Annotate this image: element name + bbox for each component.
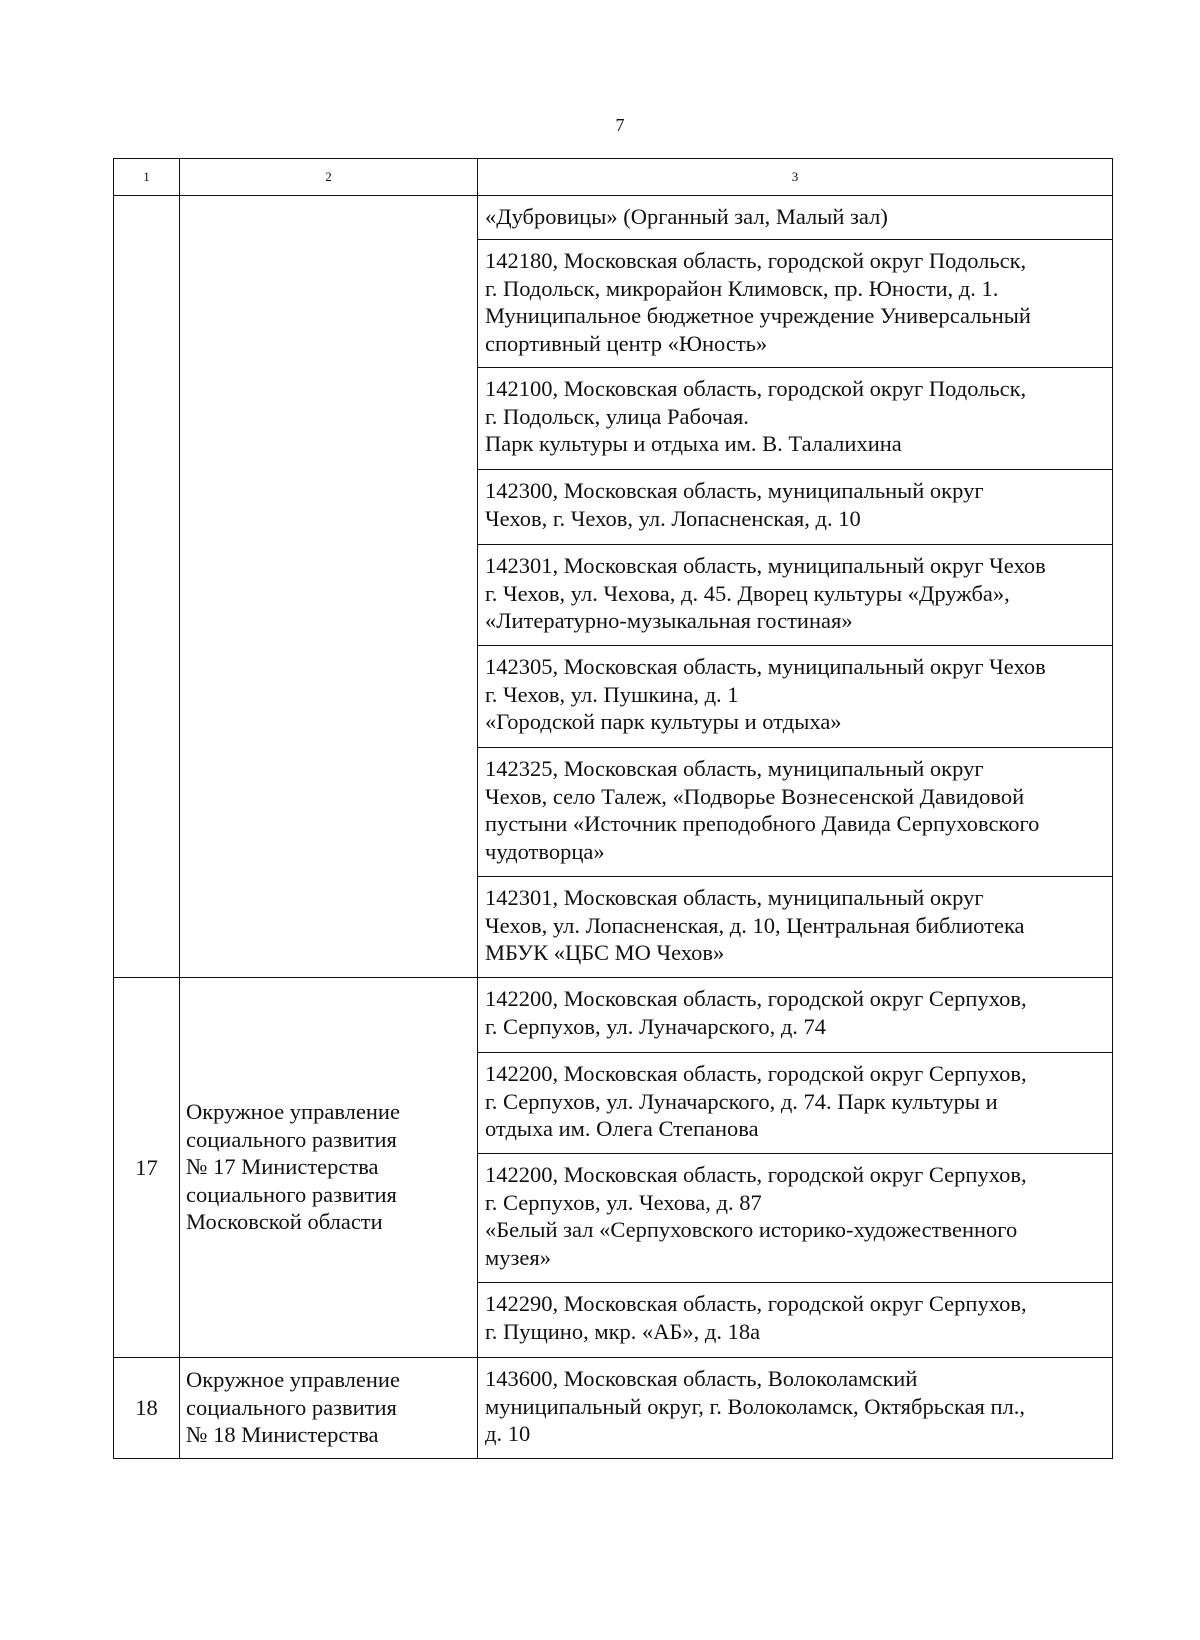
address-cell: 142200, Московская область, городской округ Серпухов, г. Серпухов, ул. Луначарского, д. 74 — [478, 978, 1113, 1053]
organization-cell — [180, 196, 478, 978]
address-cell: 142290, Московская область, городской округ Серпухов, г. Пущино, мкр. «АБ», д. 18а — [478, 1283, 1113, 1358]
page-number: 7 — [615, 115, 625, 135]
address-cell: «Дубровицы» (Органный зал, Малый зал) — [478, 196, 1113, 240]
address-cell: 142180, Московская область, городской округ Подольск, г. Подольск, микрорайон Климовск, пр. Юности, д. 1. Муниципальное бюджетное учреждение Универсальный спортивный центр «Юность» — [478, 240, 1113, 368]
document-table — [113, 158, 1113, 1459]
address-cell: 142200, Московская область, городской округ Серпухов, г. Серпухов, ул. Чехова, д. 87 «Белый зал «Серпуховского историко-художественного музея» — [478, 1154, 1113, 1283]
row-number — [114, 196, 180, 978]
header-col-1: 1 — [114, 159, 180, 196]
address-cell: 142300, Московская область, муниципальный округ Чехов, г. Чехов, ул. Лопасненская, д. 10 — [478, 470, 1113, 545]
address-cell: 142301, Московская область, муниципальный округ Чехов г. Чехов, ул. Чехова, д. 45. Дворец культуры «Дружба», «Литературно-музыкальная гостиная» — [478, 545, 1113, 646]
address-cell: 142305, Московская область, муниципальный округ Чехов г. Чехов, ул. Пушкина, д. 1 «Городской парк культуры и отдыха» — [478, 646, 1113, 748]
row-number: 17 — [114, 978, 180, 1358]
header-col-3: 3 — [478, 159, 1113, 196]
header-row — [114, 159, 1113, 196]
table-row — [114, 978, 1113, 1053]
address-cell: 142301, Московская область, муниципальный округ Чехов, ул. Лопасненская, д. 10, Центральная библиотека МБУК «ЦБС МО Чехов» — [478, 877, 1113, 978]
address-cell: 142325, Московская область, муниципальный округ Чехов, село Талеж, «Подворье Вознесенской Давидовой пустыни «Источник преподобного Давида Серпуховского чудотворца» — [478, 748, 1113, 877]
address-cell: 142100, Московская область, городской округ Подольск, г. Подольск, улица Рабочая. Парк культуры и отдыха им. В. Талалихина — [478, 368, 1113, 470]
organization-cell: Окружное управление социального развития № 17 Министерства социального развития Московской области — [180, 978, 478, 1358]
organization-cell: Окружное управление социального развития № 18 Министерства — [180, 1358, 478, 1459]
address-cell: 143600, Московская область, Волоколамский муниципальный округ, г. Волоколамск, Октябрьская пл., д. 10 — [478, 1358, 1113, 1459]
table-row — [114, 196, 1113, 240]
table-row — [114, 1358, 1113, 1459]
row-number: 18 — [114, 1358, 180, 1459]
address-cell: 142200, Московская область, городской округ Серпухов, г. Серпухов, ул. Луначарского, д. 74. Парк культуры и отдыха им. Олега Степанова — [478, 1053, 1113, 1154]
header-col-2: 2 — [180, 159, 478, 196]
